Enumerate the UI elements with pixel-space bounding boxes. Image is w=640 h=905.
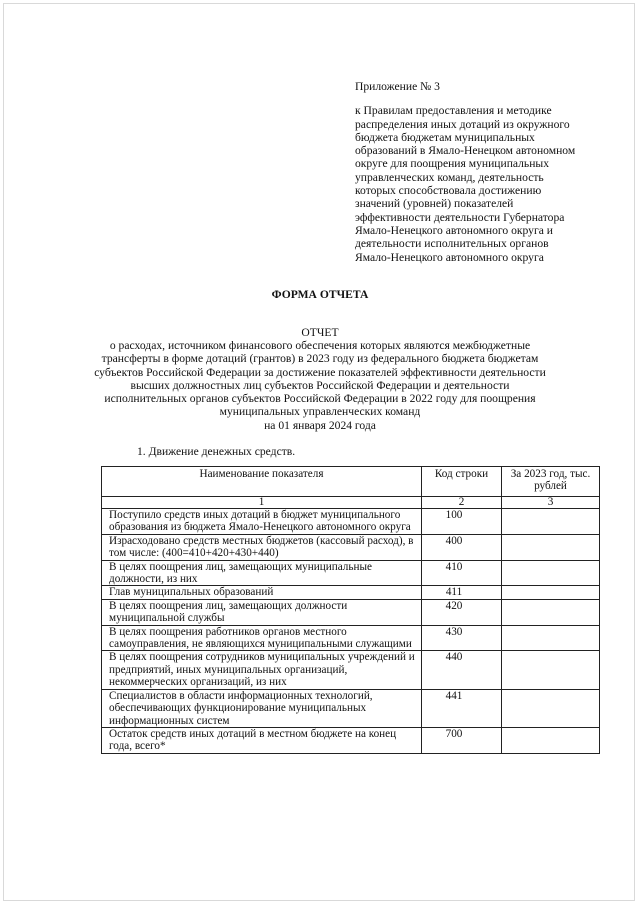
row-value[interactable] [502,651,600,689]
report-subtitle: о расходах, источником финансового обеспечения которых являются межбюджетные трансферты в форме дотаций (грантов) в 2023 году из федерального бюджета бюджетам субъектов Российской Федерации за достижение показателей эффективности деятельности высших должностных лиц субъектов Российской Федерации и деятельности исполнительных органов субъектов Российской Федерации в 2022 году для поощрения муниципальных управленческих команд на 01 января 2024 года [94,339,546,432]
row-name: Специалистов в области информационных технологий, обеспечивающих функционирование муниципальных информационных систем [102,689,422,727]
row-code: 430 [422,625,502,651]
table-row [102,625,600,651]
column-number-row [102,497,600,509]
row-name: В целях поощрения работников органов местного самоуправления, не являющихся муниципальными служащими [102,625,422,651]
row-value[interactable] [502,560,600,586]
row-name: В целях поощрения сотрудников муниципальных учреждений и предприятий, иных муниципальных организаций, некоммерческих организаций, из них [102,651,422,689]
column-number: 1 [102,497,422,509]
row-name: Израсходовано средств местных бюджетов (кассовый расход), в том числе: (400=410+420+430+440) [102,534,422,560]
table-row [102,599,600,625]
table-row [102,509,600,535]
cash-flow-table [101,466,600,754]
row-code: 441 [422,689,502,727]
row-name: В целях поощрения лиц, замещающих муниципальные должности, из них [102,560,422,586]
row-code: 440 [422,651,502,689]
row-value[interactable] [502,509,600,535]
row-value[interactable] [502,534,600,560]
table-row [102,586,600,599]
header-value: За 2023 год, тыс. рублей [502,467,600,497]
table-row [102,534,600,560]
row-code: 410 [422,560,502,586]
row-code: 700 [422,727,502,753]
table-header-row [102,467,600,497]
row-value[interactable] [502,727,600,753]
row-code: 100 [422,509,502,535]
form-title: ФОРМА ОТЧЕТА [271,288,369,301]
appendix-number: Приложение № 3 [355,80,440,93]
row-value[interactable] [502,689,600,727]
row-name: Поступило средств иных дотаций в бюджет муниципального образования из бюджета Ямало-Ненецкого автономного округа [102,509,422,535]
header-code: Код строки [422,467,502,497]
table-row [102,689,600,727]
row-name: Остаток средств иных дотаций в местном бюджете на конец года, всего* [102,727,422,753]
row-value[interactable] [502,625,600,651]
row-name: В целях поощрения лиц, замещающих должности муниципальной службы [102,599,422,625]
header-indicator: Наименование показателя [102,467,422,497]
row-name: Глав муниципальных образований [102,586,422,599]
table-row [102,560,600,586]
row-code: 400 [422,534,502,560]
section-heading: 1. Движение денежных средств. [137,445,296,458]
row-value[interactable] [502,586,600,599]
column-number: 2 [422,497,502,509]
appendix-text: к Правилам предоставления и методике распределения иных дотаций из окружного бюджета бюджетам муниципальных образований в Ямало-Ненецком автономном округе для поощрения муниципальных управленческих команд, деятельность которых способствовала достижению значений (уровней) показателей эффективности деятельности Губернатора Ямало-Ненецкого автономного округа и деятельности исполнительных органов Ямало-Ненецкого автономного округа [355,104,576,264]
table-row [102,727,600,753]
row-value[interactable] [502,599,600,625]
appendix-block [355,80,605,264]
column-number: 3 [502,497,600,509]
row-code: 411 [422,586,502,599]
table-row [102,651,600,689]
report-title: ОТЧЕТ [301,326,339,339]
row-code: 420 [422,599,502,625]
